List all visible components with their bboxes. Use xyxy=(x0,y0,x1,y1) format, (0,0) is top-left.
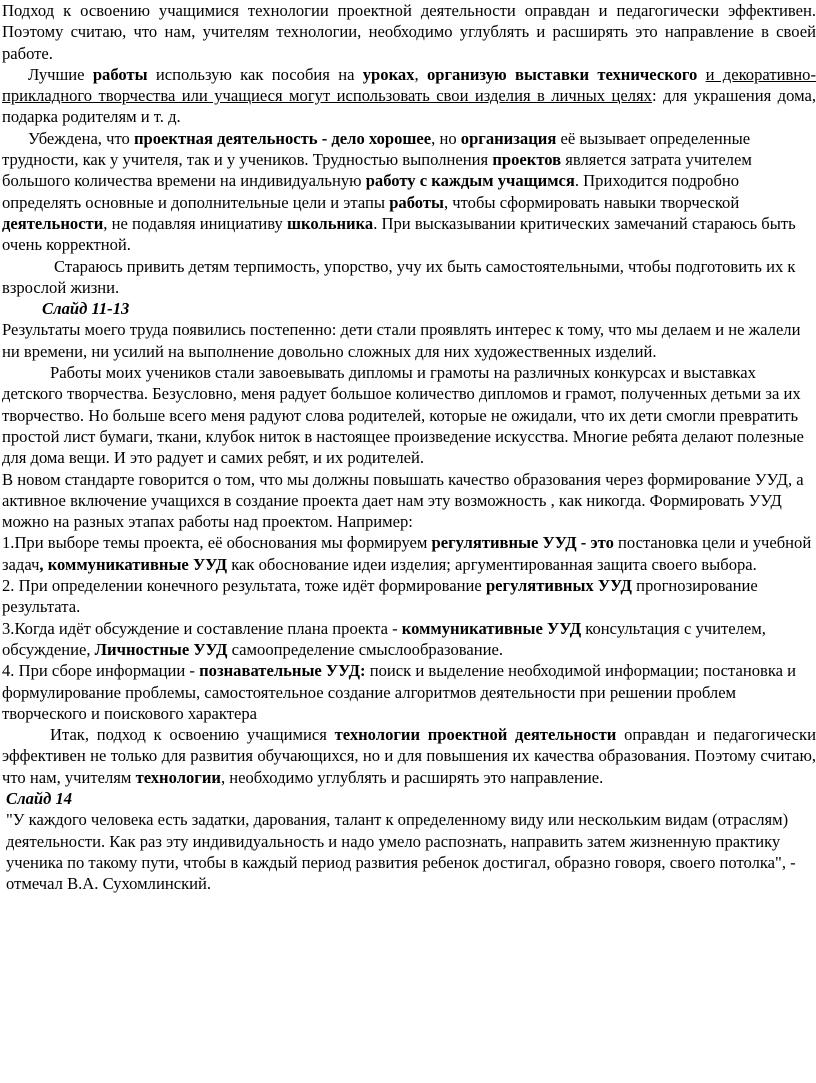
list-item-4: 4. При сборе информации - познавательные УУД: поиск и выделение необходимой информации; постановка и формулирование проблемы, самостоятельное создание алгоритмов деятельности при решении проблем творческого и поискового характера xyxy=(2,661,797,723)
paragraph-results: Результаты моего труда появились постепенно: дети стали проявлять интерес к тому, что мы делаем и не жалели ни времени, ни усилий на выполнение довольно сложных для них художественных изделий. xyxy=(2,320,801,361)
paragraph-tolerance: Стараюсь привить детям терпимость, упорство, учу их быть самостоятельными, чтобы подготовить их к взрослой жизни. xyxy=(2,256,796,297)
paragraph-diplomas: Работы моих учеников стали завоевывать дипломы и грамоты на различных конкурсах и выставках детского творчества. Безусловно, меня радует большое количество дипломов и грамот, полученных детьми за их творчество. Но больше всего меня радуют слова родителей, которые не ожидали, что их дети смогли превратить простой лист бумаги, ткани, клубок ниток в настоящее произведение искусства. Многие ребята делают полезные для дома вещи. И это радует и самих ребят, и их родителей. xyxy=(2,363,804,468)
list-item-3: 3.Когда идёт обсуждение и составление плана проекта - коммуникативные УУД консультация с учителем, обсуждение, Личностные УУД самоопределение смыслообразование. xyxy=(2,618,766,659)
paragraph-new-standard: В новом стандарте говорится о том, что мы должны повышать качество образования через формирование УУД, а активное включение учащихся в создание проекта дает нам эту возможность , как никогда. Формировать УУД можно на разных этапах работы над проектом. Например: xyxy=(2,469,804,532)
slide-heading-14: Слайд 14 xyxy=(6,788,73,808)
paragraph-conclusion: Итак, подход к освоению учащимися технологии проектной деятельности оправдан и педагогически эффективен не только для развития обучающихся, но и для повышения их качества образования. Поэтому считаю, что нам, учителям технологии, необходимо углублять и расширять это направление. xyxy=(2,725,816,787)
paragraph-best-works: Лучшие работы использую как пособия на уроках, организую выставки технического и декоративно-прикладного творчества или учащиеся могут использовать свои изделия в личных целях: для украшения дома, подарка родителям и т. д. xyxy=(2,64,816,127)
list-item-2: 2. При определении конечного результата, тоже идёт формирование регулятивных УУД прогнозирование результата. xyxy=(2,576,758,617)
slide-heading-11-13: Слайд 11-13 xyxy=(42,299,130,319)
paragraph-difficulties: Убеждена, что проектная деятельность - дело хорошее, но организация её вызывает определенные трудности, как у учителя, так и у учеников. Трудностью выполнения проектов является затрата учителем большого количества времени на индивидуальную работу с каждым учащимся. Приходится подробно определять основные и дополнительные цели и этапы работы, чтобы сформировать навыки творческой деятельности, не подавляя инициативу школьника. При высказывании критических замечаний стараюсь быть очень корректной. xyxy=(2,128,796,255)
list-item-1: 1.При выборе темы проекта, её обоснования мы формируем регулятивные УУД - это постановка цели и учебной задач, коммуникативные УУД как обоснование идеи изделия; аргументированная защита своего выбора. xyxy=(2,533,812,574)
paragraph-intro: Подход к освоению учащимися технологии проектной деятельности оправдан и педагогически эффективен. Поэтому считаю, что нам, учителям технологии, необходимо углублять и расширять это направление в своей работе. xyxy=(2,1,816,63)
quote-sukhomlinsky: "У каждого человека есть задатки, дарования, талант к определенному виду или нескольким видам (отраслям) деятельности. Как раз эту индивидуальность и надо умело распознать, направить затем жизненную практику ученика по такому пути, чтобы в каждый период развития ребенок достигал, образно говоря, своего потолка", - отмечал В.А. Сухомлинский. xyxy=(6,810,796,894)
